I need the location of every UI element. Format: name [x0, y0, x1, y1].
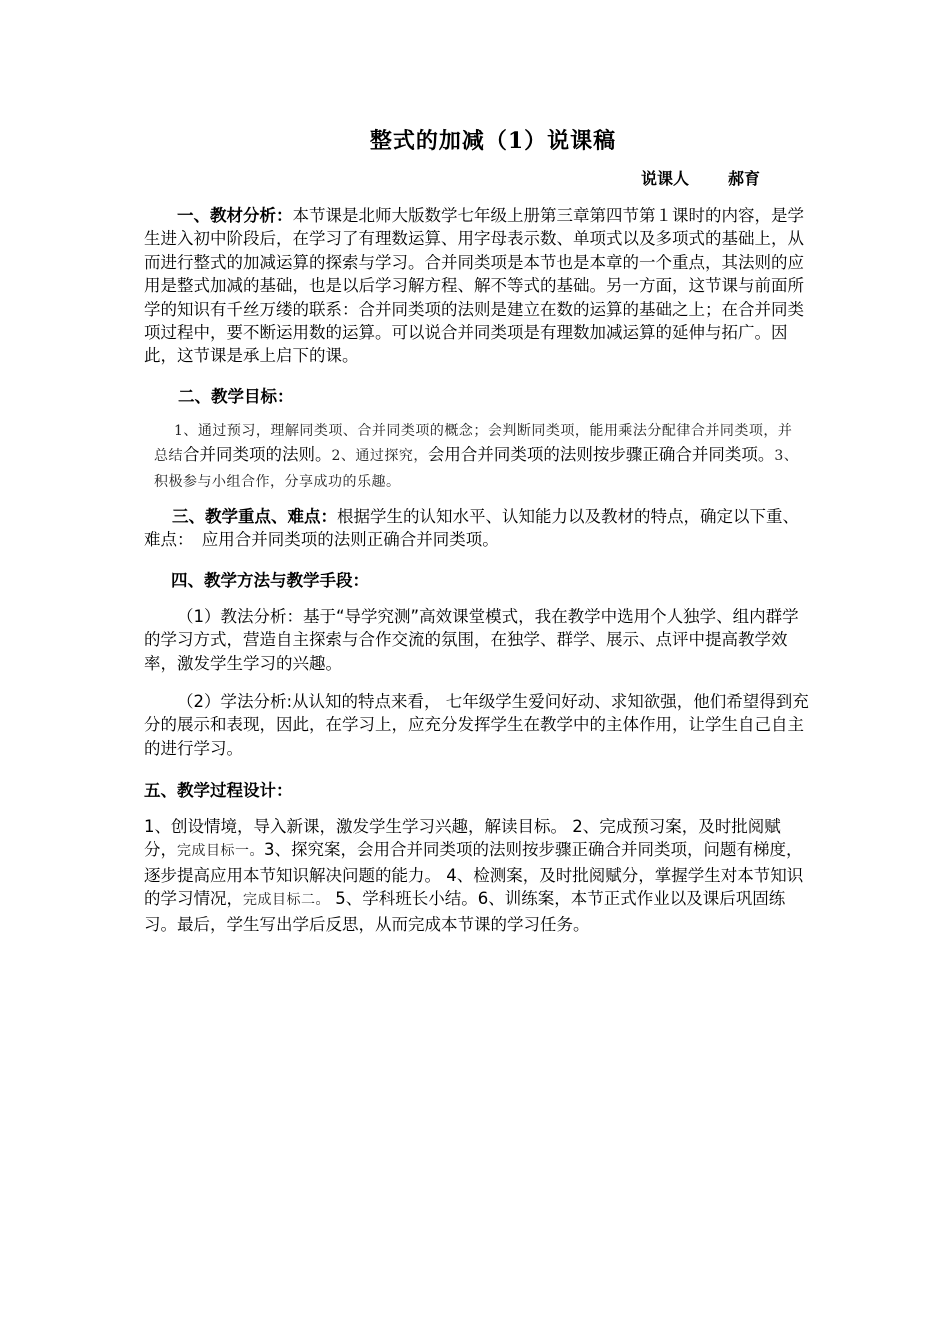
- process-text: 完成目标二。: [243, 892, 330, 909]
- section-body: 根据学生的认知水平、认知能力以及教材的特点，确定以下重、难点： 应用合并同类项的法则正确合并同类项。: [144, 507, 799, 550]
- learning-method-paragraph: （2）学法分析:从认知的特点来看， 七年级学生爱问好动、求知欲强，他们希望得到充分的展示和表现，因此，在学习上，应充分发挥学生在教学中的主体作用，让学生自己自主的进行学习。: [144, 692, 809, 758]
- speaker-line: [641, 166, 760, 189]
- section-body: 本节课是北师大版数学七年级上册第三章第四节第１课时的内容，是学生进入初中阶段后，在学习了有理数运算、用字母表示数、单项式以及多项式的基础上，从而进行整式的加减运算的探索与学习。合并同类项是本节也是本章的一个重点，其法则的应用是整式加减的基础，也是以后学习解方程、解不等式的基础。另一方面，这节课与前面所学的知识有千丝万缕的联系：合并同类项的法则是建立在数的运算的基础之上；在合并同类项过程中，要不断运用数的运算。可以说合并同类项是有理数加减运算的延伸与拓广。因此，这节课是承上启下的课。: [144, 206, 804, 366]
- teaching-method-paragraph: （1）教法分析：基于“导学究测”高效课堂模式，我在教学中选用个人独学、组内群学的学习方式，营造自主探索与合作交流的氛围，在独学、群学、展示、点评中提高教学效率，激发学生学习的兴趣。: [144, 607, 799, 673]
- section-process-body: [144, 815, 812, 936]
- objective-text: 合并同类项的法则。: [183, 445, 332, 465]
- objective-text: 1、通过预习，理解同类项、合并同类项的概念；会判断同类项，能用乘法分配律合并同类项，并总结: [154, 423, 793, 465]
- process-text: 5、学科班长小结。6、训练案，本节正式作业以及课后巩固练习。最后，学生写出学后反思，从而完成本节课的学习任务。: [144, 889, 786, 934]
- speaker-name: 郝育: [728, 169, 761, 188]
- process-text: 1、创设情境，导入新课，激发学生学习兴趣，解读目标。 2、完成预习案，及时批阅赋分，: [144, 817, 781, 860]
- objective-text: 3、积极参与小组合作，分享成功的乐趣。: [154, 448, 799, 490]
- document-title: 整式的加减（1）说课稿: [369, 128, 617, 154]
- section-heading-process: 五、教学过程设计：: [144, 781, 293, 800]
- process-text: 3、探究案，会用合并同类项的法则按步骤正确合并同类项，问题有梯度，逐步提高应用本节知识解决问题的能力。 4、检测案，及时批阅赋分，掌握学生对本节知识的学习情况，: [144, 840, 804, 909]
- section-heading: 三、教学重点、难点：: [172, 507, 337, 526]
- section-key-points: [144, 505, 812, 552]
- process-text: 完成目标一。: [177, 843, 264, 860]
- section-heading: 一、教材分析：: [177, 206, 293, 225]
- objective-text: 2、通过探究，: [331, 448, 428, 465]
- section-heading-methods: 四、教学方法与教学手段：: [171, 571, 369, 590]
- speaker-label: 说课人: [641, 169, 690, 188]
- section-textbook-analysis: [144, 204, 812, 368]
- objective-text: 会用合并同类项的法则按步骤正确合并同类项。: [427, 445, 775, 465]
- section-objectives-body: [154, 418, 804, 494]
- section-heading-objectives: 二、教学目标：: [178, 387, 294, 406]
